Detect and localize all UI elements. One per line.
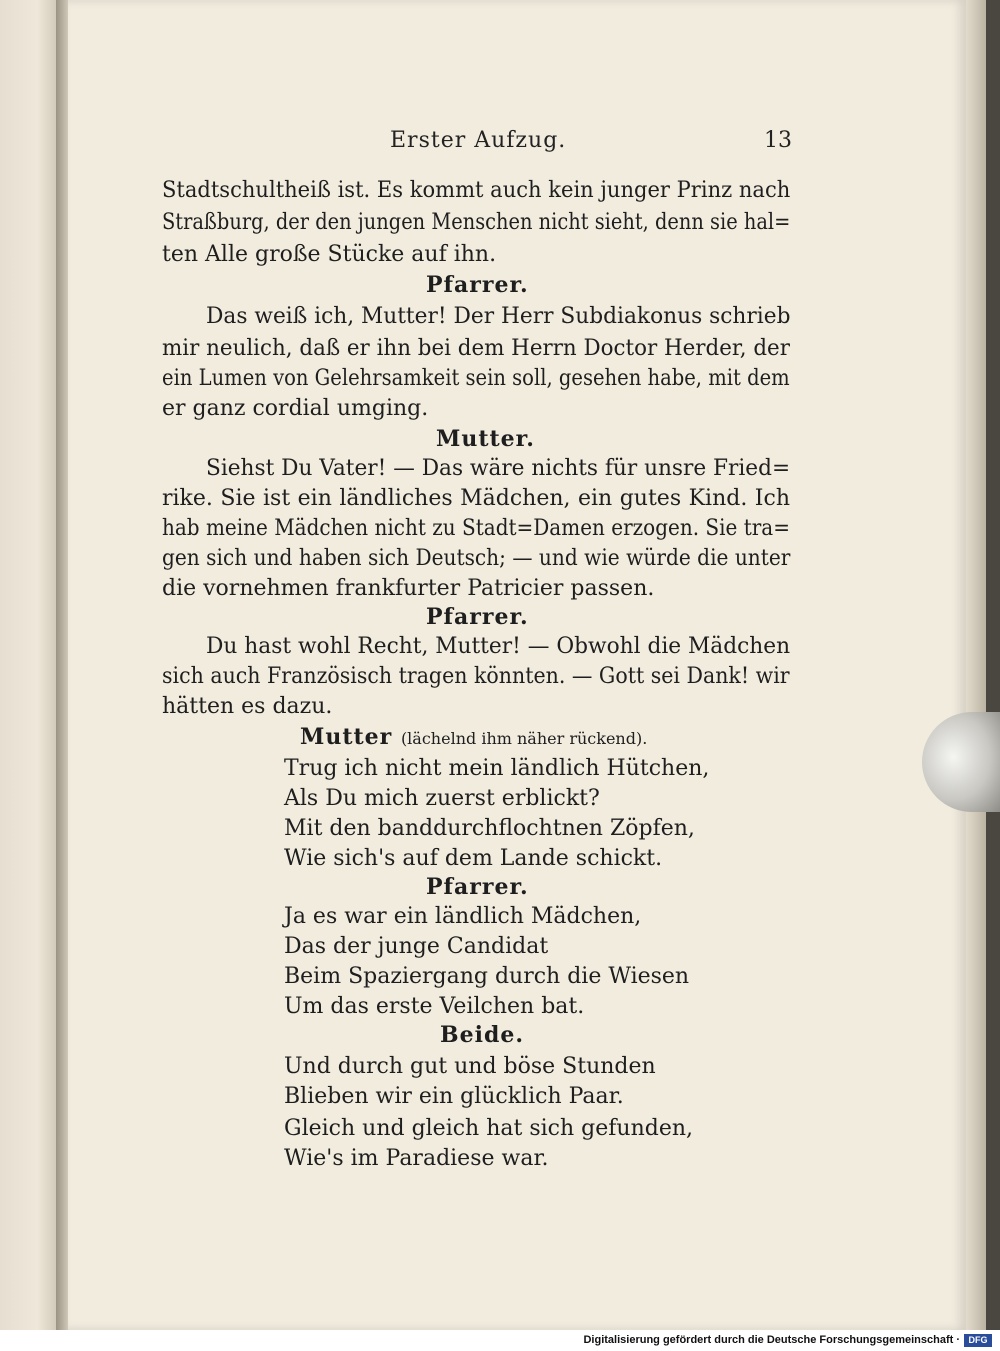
page-edge bbox=[966, 0, 986, 1330]
speaker-name: Beide. bbox=[440, 1022, 524, 1048]
text-line: die vornehmen frankfurter Patricier passen. bbox=[162, 576, 655, 601]
verse-line: Blieben wir ein glücklich Paar. bbox=[284, 1084, 624, 1109]
text-line: ten Alle große Stücke auf ihn. bbox=[162, 242, 497, 267]
verse-line: Beim Spaziergang durch die Wiesen bbox=[284, 964, 690, 989]
speaker-name bbox=[300, 724, 647, 750]
verse-line: Wie's im Paradiese war. bbox=[284, 1146, 549, 1171]
verse-line: Als Du mich zuerst erblickt? bbox=[284, 786, 600, 811]
verse-line: Mit den banddurchflochtnen Zöpfen, bbox=[284, 816, 695, 841]
verse-line: Wie sich's auf dem Lande schickt. bbox=[284, 846, 663, 871]
text-line: gen sich und haben sich Deutsch; — und wie würde die unter bbox=[162, 546, 791, 571]
speaker-name: Pfarrer. bbox=[426, 874, 529, 900]
text-line: Stadtschultheiß ist. Es kommt auch kein junger Prinz nach bbox=[162, 178, 791, 203]
text-line: rike. Sie ist ein ländliches Mädchen, ein gutes Kind. Ich bbox=[162, 486, 790, 511]
verse-line: Gleich und gleich hat sich gefunden, bbox=[284, 1116, 693, 1141]
text-line: hab meine Mädchen nicht zu Stadt=Damen erzogen. Sie tra= bbox=[162, 516, 790, 541]
text-line: ein Lumen von Gelehrsamkeit sein soll, gesehen habe, mit dem bbox=[162, 366, 790, 391]
cover-edge bbox=[986, 0, 1000, 1330]
running-head: Erster Aufzug. bbox=[390, 128, 567, 153]
speaker-name: Pfarrer. bbox=[426, 604, 529, 630]
funding-credit: Digitalisierung gefördert durch die Deutsche Forschungsgemeinschaft · bbox=[583, 1334, 960, 1346]
text-line: mir neulich, daß er ihn bei dem Herrn Doctor Herder, der bbox=[162, 336, 790, 361]
verse-line: Ja es war ein ländlich Mädchen, bbox=[284, 904, 642, 929]
verse-line: Und durch gut und böse Stunden bbox=[284, 1054, 656, 1079]
text-line: sich auch Französisch tragen könnten. — Gott sei Dank! wir bbox=[162, 664, 790, 689]
speaker-name: Pfarrer. bbox=[426, 272, 529, 298]
dfg-logo: DFG bbox=[964, 1334, 992, 1347]
text-line: er ganz cordial umging. bbox=[162, 396, 429, 421]
speaker-name-text: Mutter bbox=[300, 724, 393, 750]
stage-direction: (lächelnd ihm näher rückend). bbox=[400, 729, 648, 748]
speaker-name: Mutter. bbox=[436, 426, 535, 452]
text-line: Das weiß ich, Mutter! Der Herr Subdiakonus schrieb bbox=[206, 304, 791, 329]
facing-page-edge bbox=[0, 0, 62, 1351]
text-line: Siehst Du Vater! — Das wäre nichts für unsre Fried= bbox=[206, 456, 791, 481]
text-line: hätten es dazu. bbox=[162, 694, 333, 719]
page-number: 13 bbox=[764, 128, 792, 153]
text-line: Straßburg, der den jungen Menschen nicht sieht, denn sie hal= bbox=[162, 210, 791, 235]
text-line: Du hast wohl Recht, Mutter! — Obwohl die Mädchen bbox=[206, 634, 791, 659]
verse-line: Um das erste Veilchen bat. bbox=[284, 994, 585, 1019]
verse-line: Das der junge Candidat bbox=[284, 934, 549, 959]
verse-line: Trug ich nicht mein ländlich Hütchen, bbox=[284, 756, 710, 781]
